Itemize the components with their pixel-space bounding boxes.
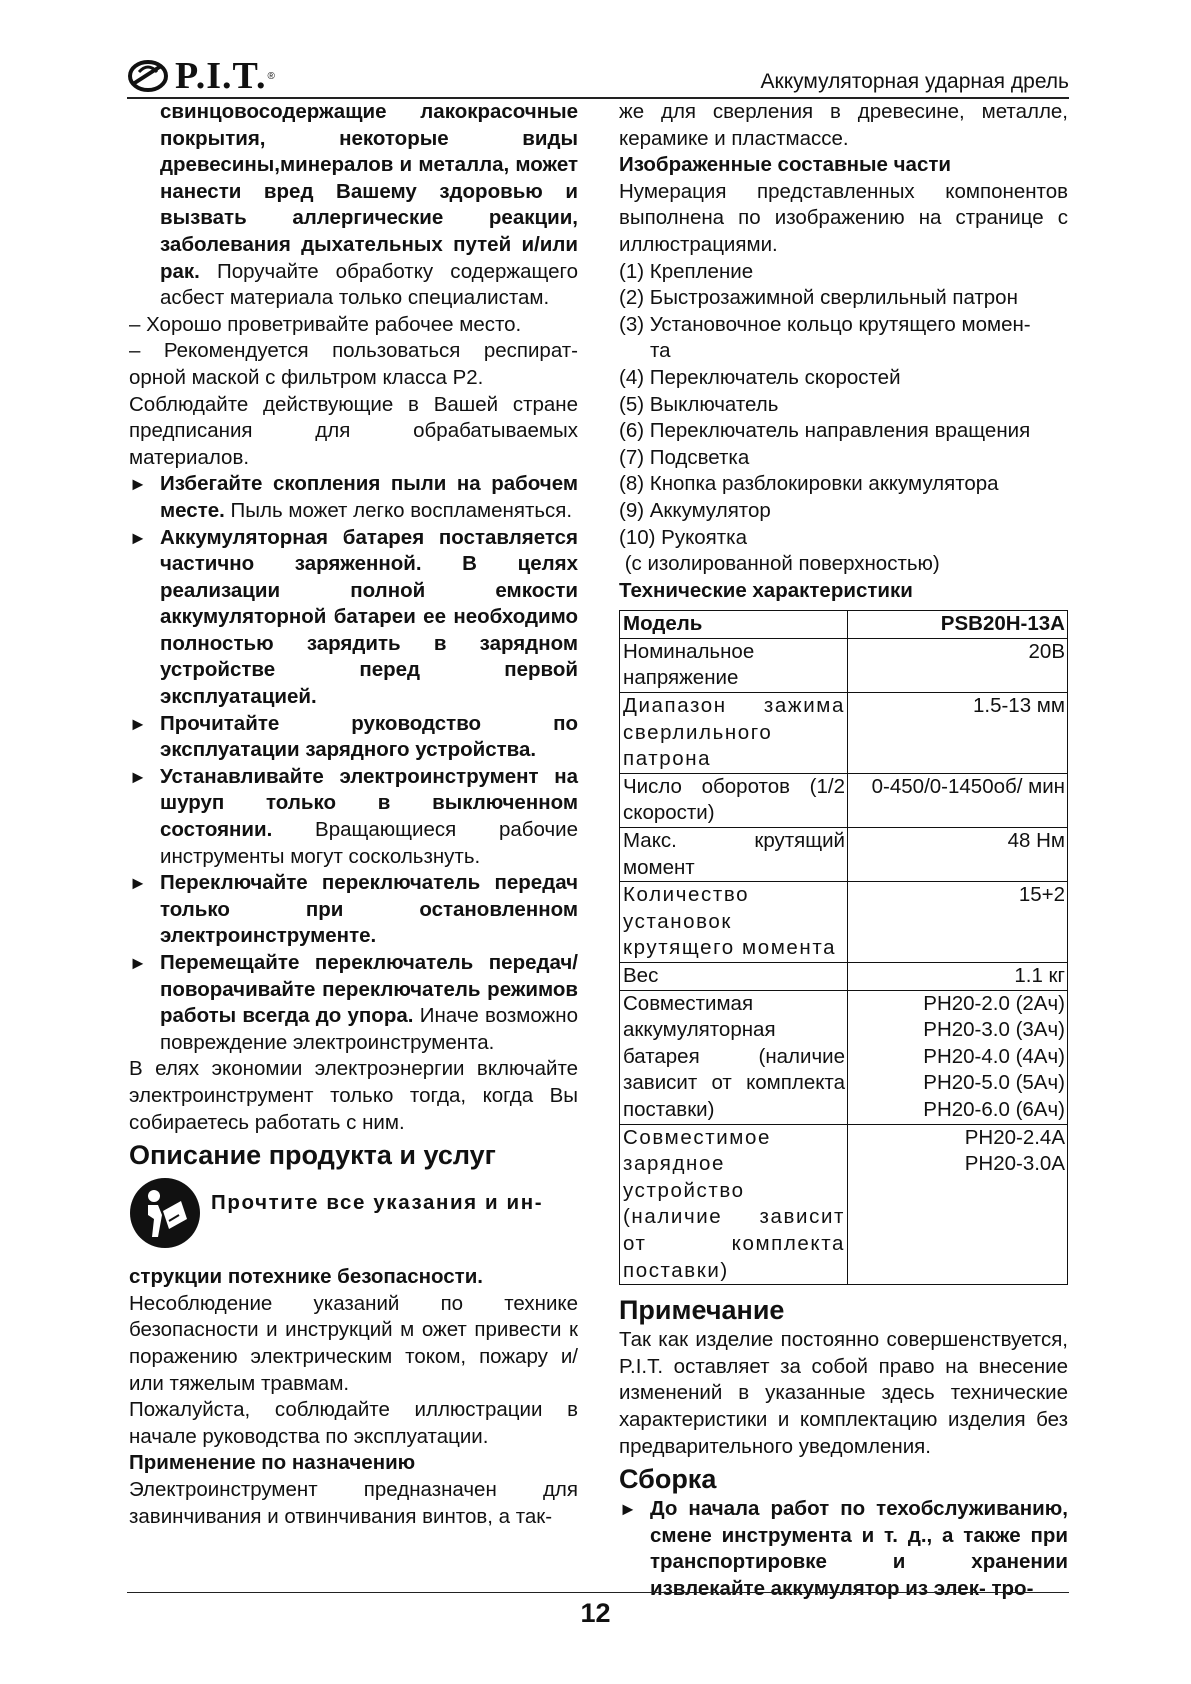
battery-option: PH20-6.0 (6Ач) <box>923 1097 1065 1121</box>
assembly-heading: Сборка <box>619 1464 717 1495</box>
arrow-bullet-icon: ► <box>129 713 147 734</box>
list-item: та <box>650 339 671 363</box>
table-row <box>620 611 1068 639</box>
parts-list <box>619 259 1068 578</box>
illustrations-paragraph: Пожалуйста, соблюдайте иллюстрации в начале руководства по эксплуатации. <box>129 1398 578 1448</box>
spec-label: Количество установок крутящего момента <box>620 882 848 963</box>
pit-logo-icon <box>127 58 169 94</box>
list-item: (5) Выключатель <box>619 392 779 416</box>
battery-label: Совместимая аккумуляторная батарея (наличие зависит от комплекта поставки) <box>620 990 848 1124</box>
list-item: (1) Крепление <box>619 259 754 283</box>
noncompliance-paragraph: Несоблюдение указаний по технике безопасности и инструкций м ожет привести к поражению электрическим током, пожару и/или тяжелым травмам. <box>129 1291 578 1395</box>
spec-label: Диапазон зажима сверлильного патрона <box>620 693 848 774</box>
spec-value: 1.5-13 мм <box>848 693 1068 774</box>
spec-value: 20В <box>848 638 1068 692</box>
intended-use-continuation: же для сверления в древесине, металле, керамике и пластмассе. <box>619 100 1068 150</box>
battery-option: PH20-4.0 (4Ач) <box>923 1044 1065 1068</box>
warning-heading-continuation: струкции потехнике безопасности. <box>129 1265 483 1289</box>
table-row <box>620 828 1068 882</box>
arrow-bullet-icon: ► <box>129 953 147 973</box>
intended-use-heading: Применение по назначению <box>129 1451 416 1475</box>
arrow-bullet-icon: ► <box>129 527 147 548</box>
specs-heading: Технические характеристики <box>619 578 913 602</box>
battery-option: PH20-3.0 (3Ач) <box>923 1018 1065 1042</box>
spec-value: 0-450/0-1450об/ мин <box>848 773 1068 827</box>
brand-name: P.I.T. <box>175 55 267 97</box>
charger-option: PH20-3.0A <box>964 1152 1065 1176</box>
list-item: (10) Рукоятка <box>619 525 747 549</box>
charger-values <box>848 1124 1068 1285</box>
table-row <box>620 990 1068 1124</box>
note-heading: Примечание <box>619 1295 785 1326</box>
spec-label: Макс. крутящий момент <box>620 828 848 882</box>
charger-label: Совместимое зарядное устройство (наличие зависит от комплекта поставки) <box>620 1124 848 1285</box>
list-item: (9) Аккумулятор <box>619 498 771 522</box>
arrow-bullet-icon: ► <box>619 1499 637 1520</box>
footer-divider <box>127 1592 1069 1593</box>
screw-install-bullet: ► Устанавливайте электроинструмент на шуруп только в выключенном состоянии. Вращающиеся рабочие инструменты могут соскользнуть. <box>129 764 578 868</box>
page-number: 12 <box>580 1598 611 1628</box>
list-item: (4) Переключатель скоростей <box>619 365 901 389</box>
spec-label: Номинальное напряжение <box>620 638 848 692</box>
respirator-item: – Рекомендуется пользоваться респират-орной маской с фильтром класса P2. <box>129 339 578 389</box>
regulations-paragraph: Соблюдайте действующие в Вашей стране предписания для обрабатываемых материалов. <box>129 392 578 469</box>
list-item: (с изолированной поверхностью) <box>619 552 940 576</box>
spec-value: 15+2 <box>848 882 1068 963</box>
product-description-heading: Описание продукта и услуг <box>129 1140 496 1171</box>
spec-value: 48 Нм <box>848 828 1068 882</box>
registered-mark: ® <box>267 70 275 82</box>
brand-logo <box>127 56 275 96</box>
energy-saving-paragraph: В елях экономии электроэнергии включайте электроинструмент только тогда, когда Вы собираетесь работать с ним. <box>129 1057 578 1134</box>
list-item: (3) Установочное кольцо крутящего момен- <box>619 312 1031 336</box>
model-label: Модель <box>620 611 848 639</box>
spec-value: 1.1 кг <box>848 963 1068 991</box>
intended-use-paragraph: Электроинструмент предназначен для завинчивания и отвинчивания винтов, а так- <box>129 1477 578 1528</box>
charger-manual-bullet: ► Прочитайте руководство по эксплуатации зарядного устройства. <box>129 711 578 762</box>
read-manual-icon <box>129 1177 201 1249</box>
model-value: PSB20H-13A <box>848 611 1068 639</box>
specs-table <box>619 610 1068 1285</box>
parts-heading: Изображенные составные части <box>619 153 951 177</box>
read-instructions-notice <box>129 1176 578 1250</box>
battery-option: PH20-2.0 (2Ач) <box>923 991 1065 1015</box>
gear-switch-bullet: ► Переключайте переключатель передач только при остановленном электроинструменте. <box>129 871 578 948</box>
list-item: (7) Подсветка <box>619 445 750 469</box>
list-item: (6) Переключатель направления вращения <box>619 419 1031 443</box>
table-row <box>620 963 1068 991</box>
battery-values <box>848 990 1068 1124</box>
battery-charge-bullet: ► Аккумуляторная батарея поставляется частично заряженной. В целях реализации полной емкости аккумуляторной батареи ее необходимо полностью зарядить в зарядном устройстве перед первой эксплуатацией. <box>129 525 578 709</box>
arrow-bullet-icon: ► <box>129 474 147 495</box>
table-row <box>620 882 1068 963</box>
table-row <box>620 1124 1068 1285</box>
arrow-bullet-icon: ► <box>129 873 147 894</box>
parts-intro: Нумерация представленных компонентов выполнена по изображению на странице с иллюстрациями. <box>619 179 1068 256</box>
spec-label: Вес <box>620 963 848 991</box>
arrow-bullet-icon: ► <box>129 766 147 787</box>
right-column <box>619 99 1068 1602</box>
spec-label: Число оборотов (1/2 скорости) <box>620 773 848 827</box>
left-column <box>129 99 578 1530</box>
header-title: Аккумуляторная ударная дрель <box>760 70 1069 93</box>
ventilate-item: – Хорошо проветривайте рабочее место. <box>129 312 522 336</box>
charger-option: PH20-2.4A <box>964 1125 1065 1149</box>
list-item: (2) Быстрозажимной сверлильный патрон <box>619 286 1018 310</box>
table-row <box>620 693 1068 774</box>
table-row <box>620 773 1068 827</box>
battery-option: PH20-5.0 (5Ач) <box>923 1071 1065 1095</box>
dust-bullet: ► Избегайте скопления пыли на рабочем месте. Пыль может легко воспламеняться. <box>129 472 578 522</box>
note-paragraph: Так как изделие постоянно совершенствуется, P.I.T. оставляет за собой право на внесение изменений в указанные здесь технические характеристики и комплектацию изделия без предварительного уведомления. <box>619 1328 1068 1458</box>
battery-removal-bullet: ► До начала работ по техобслуживанию, смене инструмента и т. д., а также при транспортировке и хранении извлекайте аккумулятор из элек- тро- <box>619 1497 1068 1600</box>
warning-heading: Прочтите все указания и ин- <box>211 1190 544 1214</box>
list-item: (8) Кнопка разблокировки аккумулятора <box>619 472 999 496</box>
table-row <box>620 638 1068 692</box>
asbestos-warning: свинцовосодержащие лакокрасочные покрытия, некоторые виды древесины,минералов и металла, может нанести вред Вашему здоровью и вызвать аллергические реакции, заболевания дыхательных путей и/или рак. Поручайте обработку содержащего асбест материала только специалистам. <box>160 100 578 310</box>
mode-switch-bullet: ► Перемещайте переключатель передач/поворачивайте переключатель режимов работы всегда до упора. Иначе возможно повреждение электроинструмента. <box>129 951 578 1054</box>
